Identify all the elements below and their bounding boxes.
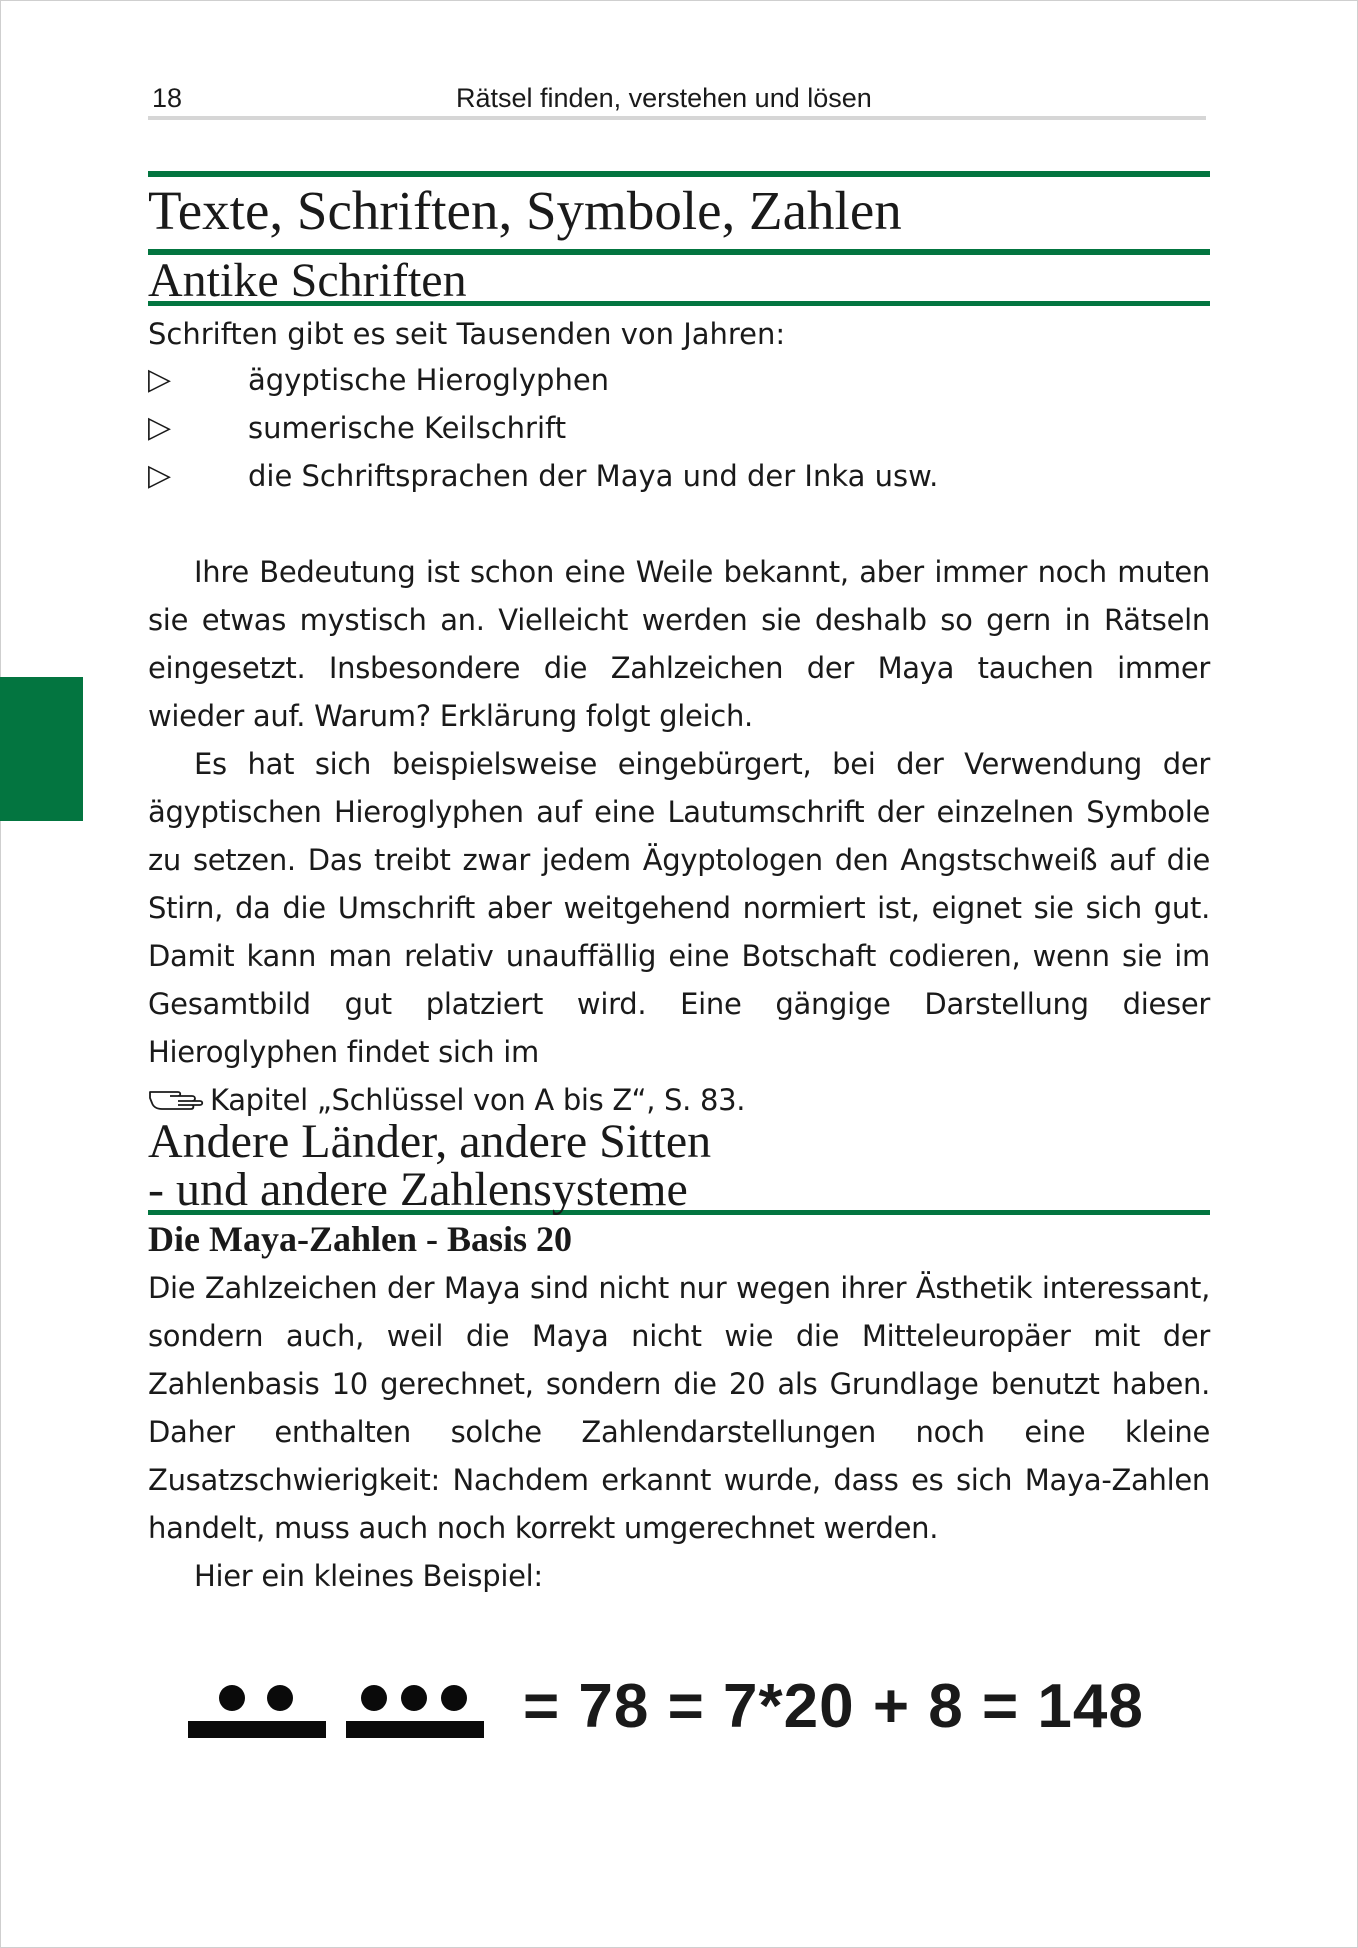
paragraph-text: Es hat sich beispielsweise eingebürgert, bei der Verwendung der ägyptischen Hieroglyphen auf eine Lautumschrift der einzelnen Symbole zu setzen. Das treibt zwar jedem Ägyptologen den Angstschweiß auf die Stirn, da die Umschrift aber weitgehend normiert ist, eignet sie sich gut. Damit kann man relativ unauffällig eine Botschaft codieren, wenn sie im Gesamtbild gut platziert wird. Eine gängige Darstellung dieser Hieroglyphen findet sich im: [148, 747, 1210, 1069]
intro-sentence: Schriften gibt es seit Tausenden von Jahren:: [148, 317, 786, 351]
section-title: Antike Schriften: [148, 254, 467, 307]
page-number: 18: [152, 83, 183, 113]
list-item-label: ägyptische Hieroglyphen: [248, 363, 610, 397]
cross-reference: Kapitel „Schlüssel von A bis Z“, S. 83.: [210, 1083, 746, 1117]
triangle-right-icon: ▷: [148, 458, 172, 493]
maya-numeral-8: [346, 1677, 486, 1747]
paragraph-meaning: [148, 548, 1210, 740]
section-title-line-2: - und andere Zahlensysteme: [148, 1163, 688, 1216]
paragraph-maya-numbers: [148, 1264, 1210, 1552]
section-heading-zahlensysteme: [148, 1115, 1210, 1216]
section-title-line-1: Andere Länder, andere Sitten: [148, 1115, 712, 1168]
list-item-label: sumerische Keilschrift: [248, 411, 567, 445]
paragraph-text: Die Zahlzeichen der Maya sind nicht nur wegen ihrer Ästhetik interessant, sondern auch, weil die Maya nicht wie die Mitteleuropäer mit der Zahlenbasis 10 gerechnet, sondern die 20 als Grundlage benutzt haben. Daher enthalten solche Zahlendarstellungen noch eine kleine Zusatzschwierigkeit: Nachdem erkannt wurde, dass es sich Maya-Zahlen handelt, muss auch noch korrekt umgerechnet werden.: [148, 1271, 1210, 1545]
maya-example: [188, 1665, 1188, 1755]
running-title: Rätsel finden, verstehen und lösen: [456, 83, 872, 113]
paragraph-example-intro: [148, 1552, 1210, 1600]
running-header: [148, 80, 1206, 120]
triangle-right-icon: ▷: [148, 362, 172, 397]
chapter-title: Texte, Schriften, Symbole, Zahlen: [148, 180, 902, 241]
section-heading-antike-schriften: [148, 254, 1210, 307]
pointing-hand-icon: [148, 1078, 204, 1104]
conversion-equation: = 78 = 7*20 + 8 = 148: [523, 1672, 1144, 1741]
list-item: [148, 452, 1210, 500]
list-item-label: die Schriftsprachen der Maya und der Inka usw.: [248, 459, 939, 493]
triangle-right-icon: ▷: [148, 410, 172, 445]
chapter-heading-block: [148, 171, 1210, 255]
subsection-title: Die Maya-Zahlen - Basis 20: [148, 1219, 573, 1259]
paragraph-text: Ihre Bedeutung ist schon eine Weile bekannt, aber immer noch muten sie etwas mystisch an. Vielleicht werden sie deshalb so gern in Rätseln eingesetzt. Insbesondere die Zahlzeichen der Maya tauchen immer wieder auf. Warum? Erklärung folgt gleich.: [148, 555, 1210, 733]
paragraph-text: Hier ein kleines Beispiel:: [194, 1559, 543, 1593]
chapter-thumb-tab: [0, 677, 83, 821]
list-item: [148, 356, 1210, 404]
script-list: [148, 356, 1210, 500]
maya-numeral-7: [188, 1677, 328, 1747]
list-item: [148, 404, 1210, 452]
paragraph-hieroglyphs: [148, 740, 1210, 1124]
